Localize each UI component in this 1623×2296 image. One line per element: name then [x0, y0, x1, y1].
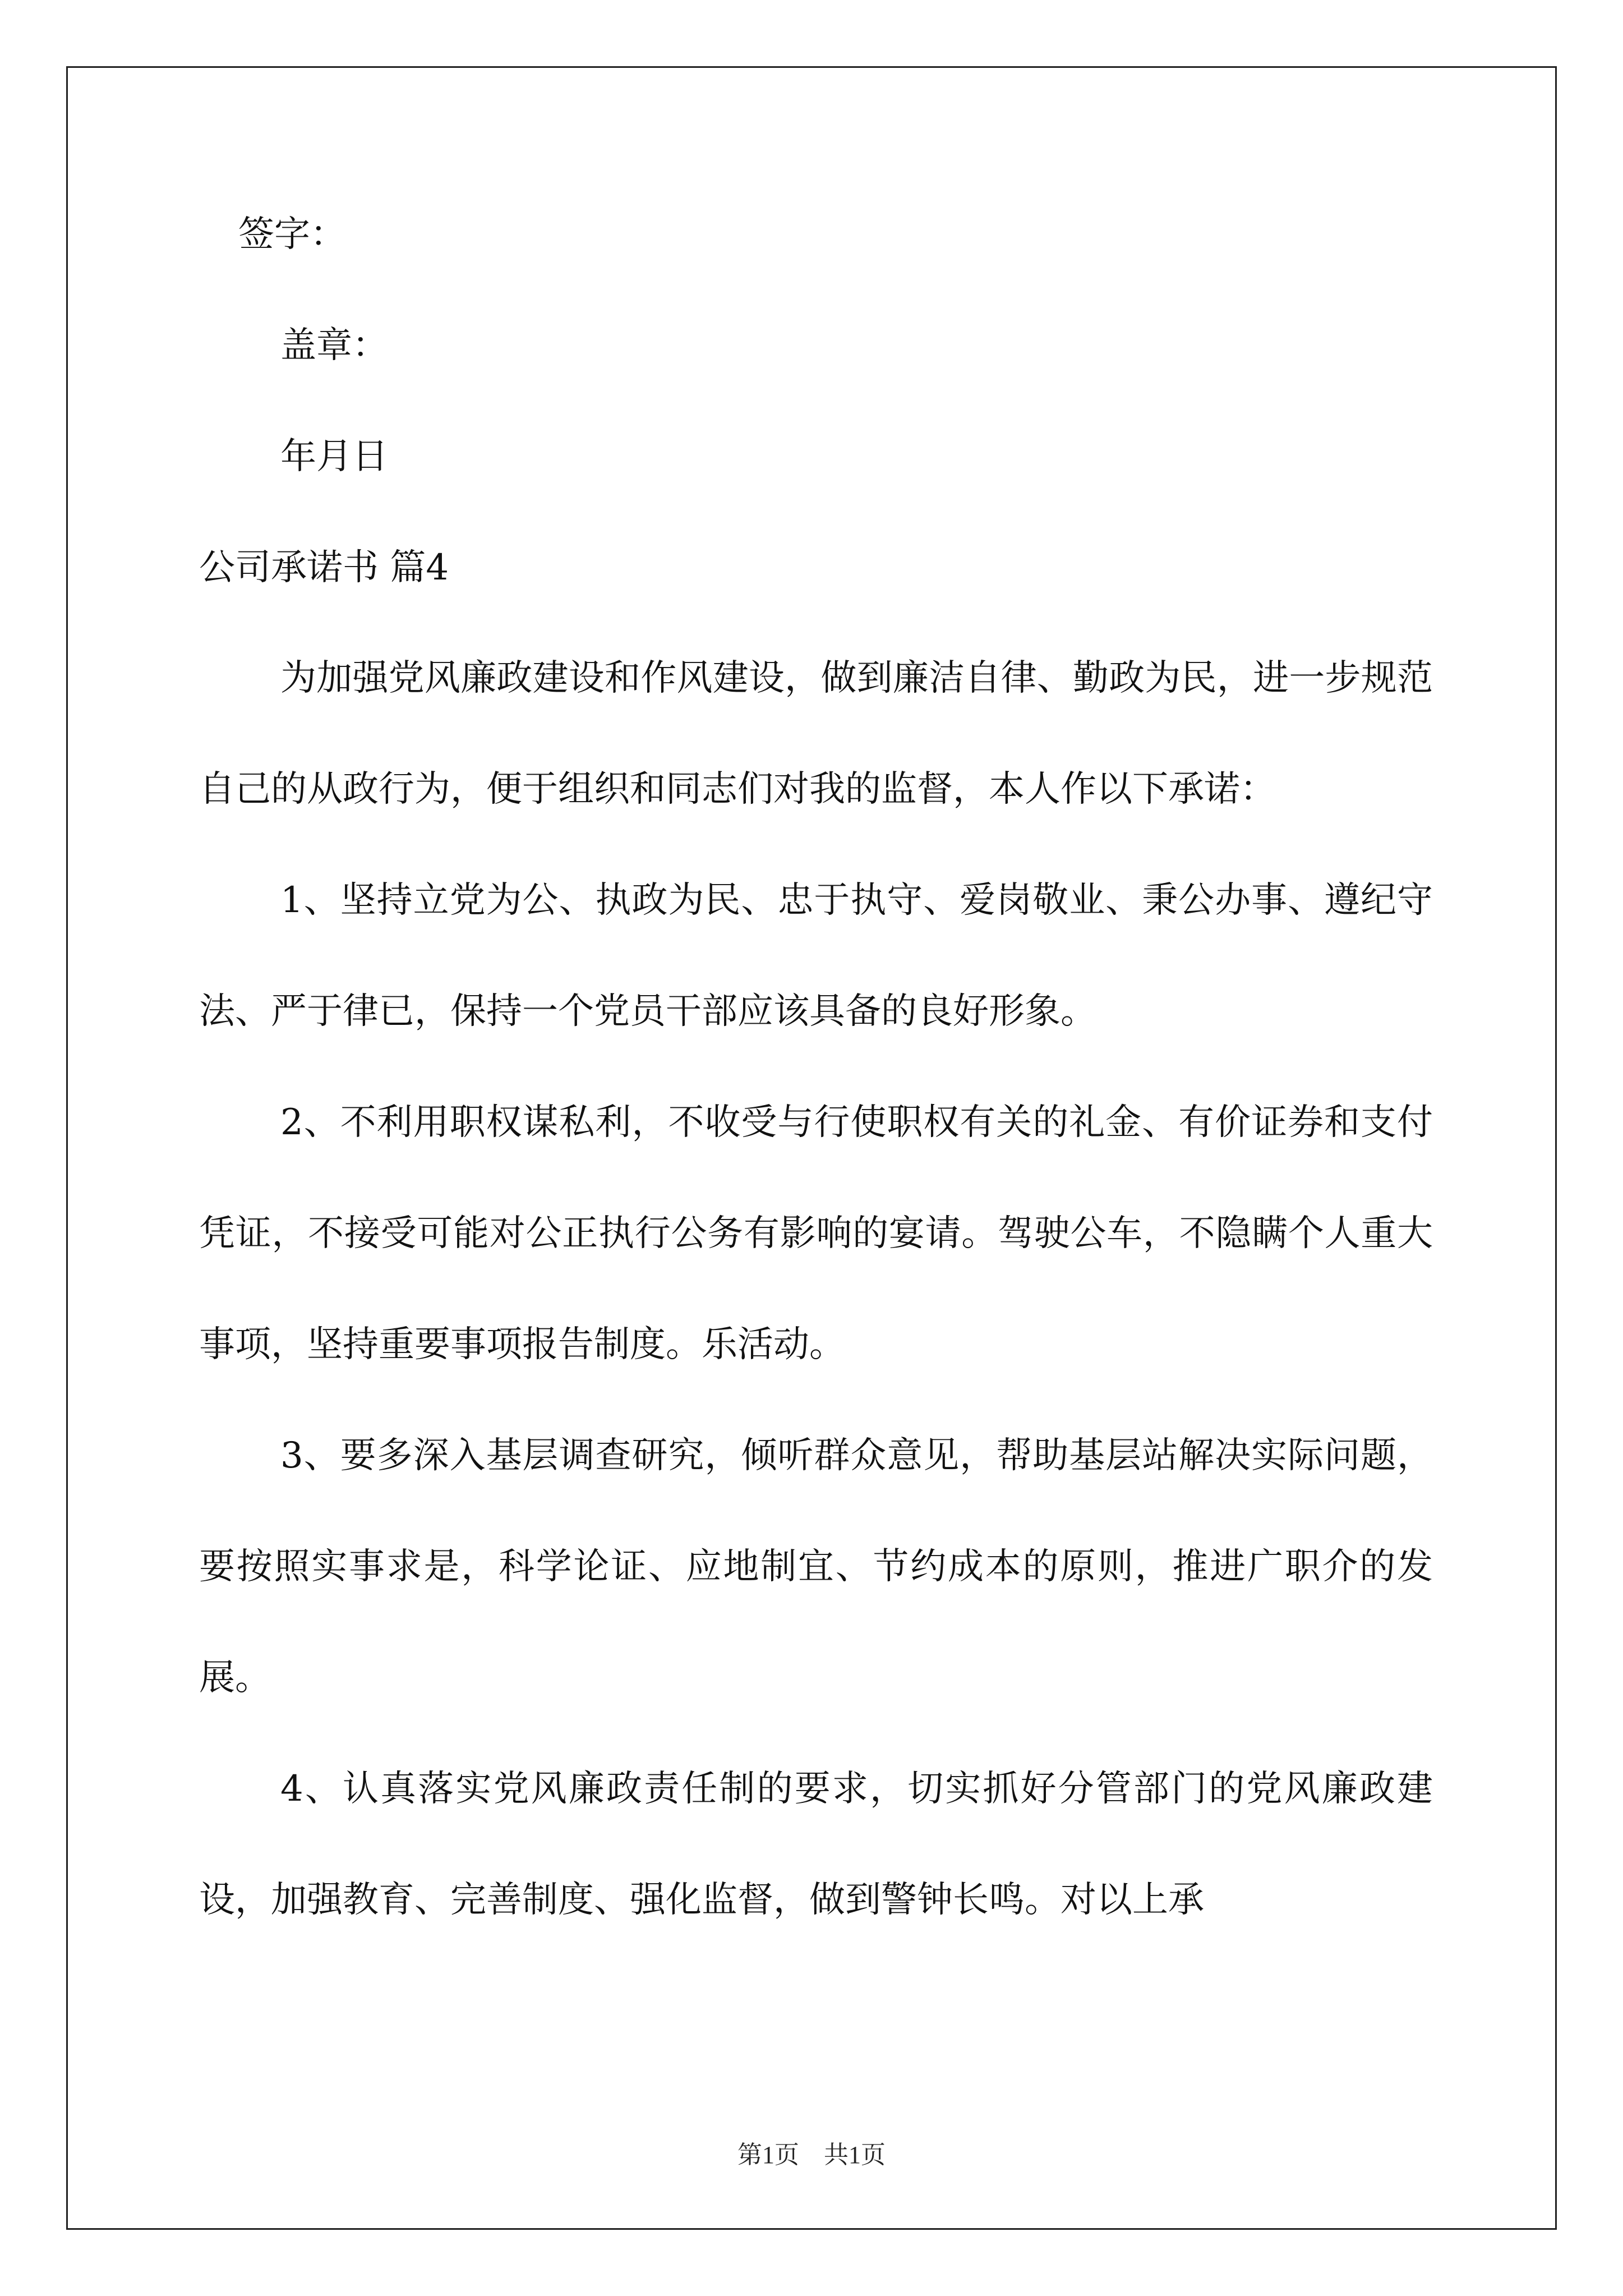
seal-line: 盖章：: [280, 325, 388, 366]
paragraph-item-2: 2、不利用职权谋私利，不收受与行使职权有关的礼金、有价证券和支付凭证，不接受可能对公正执行公务有影响的宴请。驾驶公车，不隐瞒个人重大事项，坚持重要事项报告制度。乐活动。: [199, 1102, 1433, 1365]
paragraph-item-4: 4、认真落实党风廉政责任制的要求，切实抓好分管部门的党风廉政建设，加强教育、完善制度、强化监督，做到警钟长鸣。对以上承: [199, 1768, 1433, 1921]
paragraphs: [199, 623, 1433, 1955]
paragraph-item-3: 3、要多深入基层调查研究，倾听群众意见，帮助基层站解决实际问题，要按照实事求是，科学论证、应地制宜、节约成本的原则，推进广职介的发展。: [199, 1435, 1433, 1699]
section-title: 公司承诺书 篇4: [199, 547, 449, 588]
paragraph-intro: 为加强党风廉政建设和作风建设，做到廉洁自律、勤政为民，进一步规范自己的从政行为，便于组织和同志们对我的监督，本人作以下承诺：: [199, 657, 1433, 810]
paragraph-item-1: 1、坚持立党为公、执政为民、忠于执守、爱岗敬业、秉公办事、遵纪守法、严于律已，保持一个党员干部应该具备的良好形象。: [199, 880, 1433, 1032]
sign-line: 签字：: [238, 214, 346, 255]
page-footer: 第1页 共1页: [737, 2141, 886, 2169]
date-line: 年月日: [280, 436, 388, 477]
